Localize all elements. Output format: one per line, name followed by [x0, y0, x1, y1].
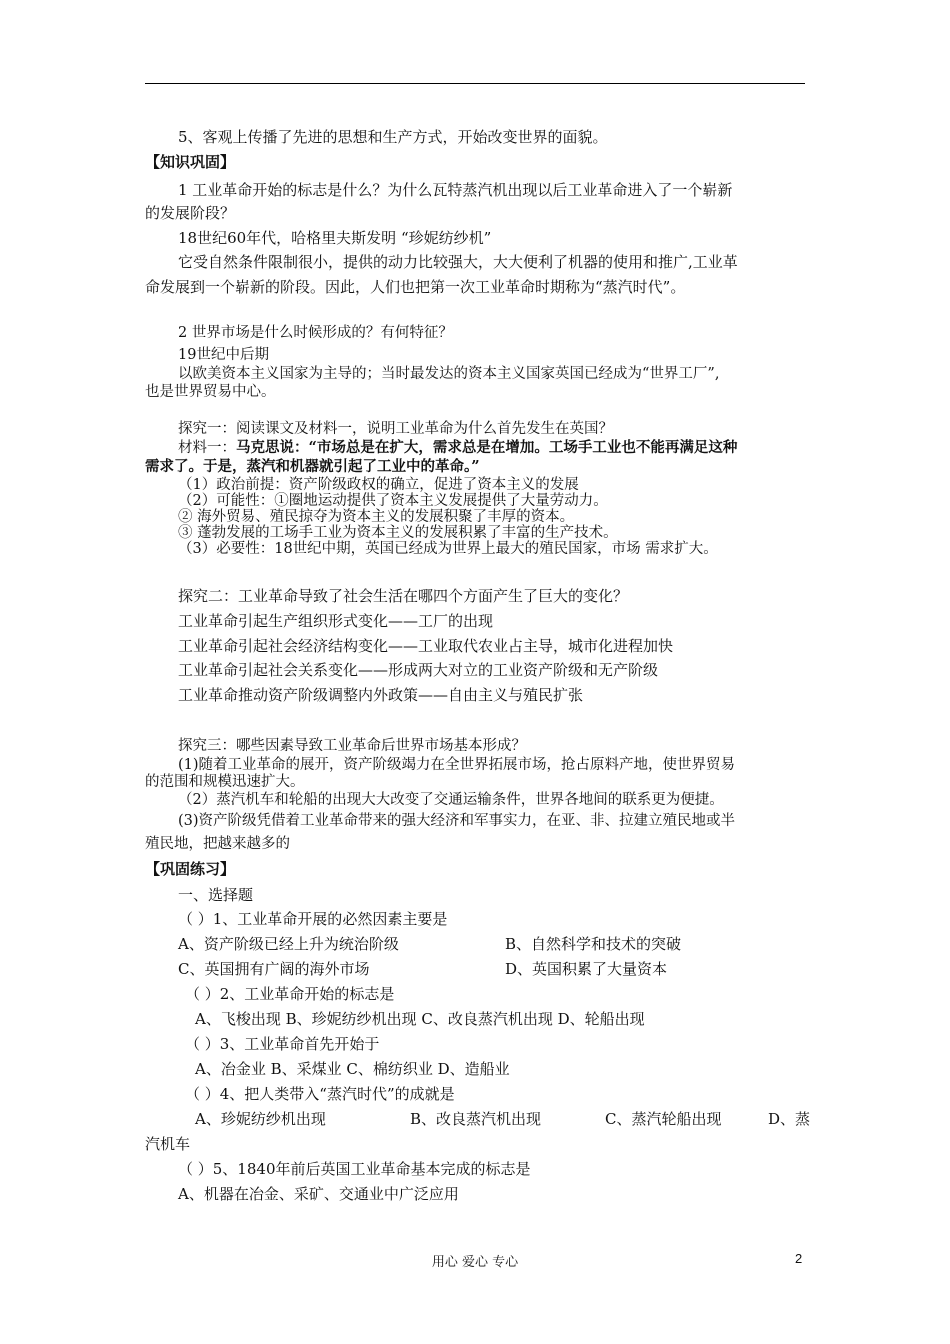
header-rule	[145, 83, 805, 84]
option-c: C、英国拥有广阔的海外市场	[178, 960, 370, 978]
question-line: 的发展阶段？	[145, 204, 236, 222]
answer-line: 它受自然条件限制很小，提供的动力比较强大，大大便利了机器的使用和推广,工业革	[178, 253, 738, 271]
question-line: 2 世界市场是什么时候形成的？有何特征？	[178, 325, 453, 341]
subsection-heading: 一、选择题	[178, 886, 254, 904]
options-line: A、飞梭出现 B、珍妮纺纱机出现 C、改良蒸汽机出现 D、轮船出现	[195, 1010, 645, 1028]
section-heading: 【知识巩固】	[145, 153, 236, 171]
answer-line: ③ 蓬勃发展的工场手工业为资本主义的发展积累了丰富的生产技术。	[178, 525, 618, 541]
material-line: 需求了。于是，蒸汽和机器就引起了工业中的革命。”	[145, 458, 480, 475]
answer-line: 也是世界贸易中心。	[145, 384, 276, 400]
options-line: A、冶金业 B、采煤业 C、棉纺织业 D、造船业	[195, 1060, 510, 1078]
answer-line: ② 海外贸易、殖民掠夺为资本主义的发展积聚了丰厚的资本。	[178, 509, 575, 525]
option-c: C、蒸汽轮船出现	[605, 1110, 722, 1128]
explore-heading: 探究三：哪些因素导致工业革命后世界市场基本形成？	[178, 738, 526, 754]
option-a: A、机器在冶金、采矿、交通业中广泛应用	[178, 1185, 459, 1203]
answer-line: 工业革命引起社会关系变化——形成两大对立的工业资产阶级和无产阶级	[178, 661, 659, 679]
option-b: B、自然科学和技术的突破	[505, 935, 682, 953]
answer-line: 工业革命推动资产阶级调整内外政策——自由主义与殖民扩张	[178, 686, 584, 704]
question-line: （ ）1、工业革命开展的必然因素主要是	[178, 910, 448, 928]
option-a: A、资产阶级已经上升为统治阶级	[178, 935, 399, 953]
option-d-wrap: 汽机车	[145, 1135, 191, 1153]
answer-line: 的范围和规模迅速扩大。	[145, 774, 305, 790]
material-label: 材料一：	[178, 440, 236, 456]
question-line: （ ）3、工业革命首先开始于	[185, 1035, 380, 1053]
answer-line: 19世纪中后期	[178, 347, 269, 363]
option-a: A、珍妮纺纱机出现	[195, 1110, 326, 1128]
explore-heading: 探究二：工业革命导致了社会生活在哪四个方面产生了巨大的变化？	[178, 587, 629, 605]
section-heading: 【巩固练习】	[145, 860, 236, 878]
question-line: （ ）2、工业革命开始的标志是	[185, 985, 395, 1003]
question-line: （ ）4、把人类带入“蒸汽时代”的成就是	[185, 1085, 455, 1103]
answer-line: (1)随着工业革命的展开，资产阶级竭力在全世界拓展市场，抢占原料产地，使世界贸易	[178, 757, 736, 773]
answer-line: (3)资产阶级凭借着工业革命带来的强大经济和军事实力，在亚、非、拉建立殖民地或半	[178, 813, 736, 829]
answer-line: 以欧美资本主义国家为主导的；当时最发达的资本主义国家英国已经成为“世界工厂”,	[178, 366, 720, 382]
question-line: 1 工业革命开始的标志是什么？为什么瓦特蒸汽机出现以后工业革命进入了一个崭新	[178, 181, 733, 199]
answer-line: 工业革命引起生产组织形式变化——工厂的出现	[178, 612, 494, 630]
answer-line: （1）政治前提：资产阶级政权的确立，促进了资本主义的发展	[178, 477, 579, 493]
text-line: 5、客观上传播了先进的思想和生产方式，开始改变世界的面貌。	[178, 128, 608, 146]
material-quote: 马克思说：“市场总是在扩大，需求总是在增加。工场手工业也不能再满足这种	[236, 439, 738, 456]
answer-line: （2）可能性：①圈地运动提供了资本主义发展提供了大量劳动力。	[178, 493, 608, 509]
page-number: 2	[795, 1251, 803, 1266]
answer-line: 工业革命引起社会经济结构变化——工业取代农业占主导，城市化进程加快	[178, 637, 674, 655]
answer-line: 殖民地，把越来越多的	[145, 836, 290, 852]
option-d: D、蒸	[768, 1110, 811, 1128]
question-line: （ ）5、1840年前后英国工业革命基本完成的标志是	[178, 1160, 531, 1178]
page-footer: 用心 爱心 专心	[431, 1255, 519, 1270]
answer-line: 18世纪60年代，哈格里夫斯发明 “珍妮纺纱机”	[178, 229, 492, 247]
option-d: D、英国积累了大量资本	[505, 960, 668, 978]
material-line	[178, 440, 737, 456]
explore-heading: 探究一：阅读课文及材料一，说明工业革命为什么首先发生在英国？	[178, 421, 613, 437]
option-b: B、改良蒸汽机出现	[410, 1110, 542, 1128]
answer-line: （2）蒸汽机车和轮船的出现大大改变了交通运输条件，世界各地间的联系更为便捷。	[178, 792, 724, 808]
answer-line: （3）必要性：18世纪中期，英国已经成为世界上最大的殖民国家，市场 需求扩大。	[178, 541, 718, 557]
answer-line: 命发展到一个崭新的阶段。因此，人们也把第一次工业革命时期称为“蒸汽时代”。	[145, 278, 686, 296]
